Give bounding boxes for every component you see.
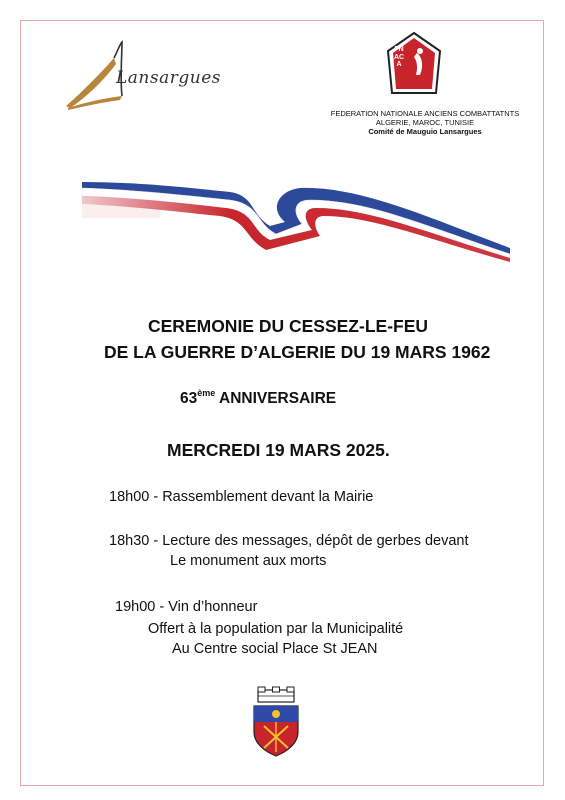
schedule-line-lieu: Au Centre social Place St JEAN: [172, 641, 378, 657]
event-date: MERCREDI 19 MARS 2025.: [167, 440, 390, 460]
tricolor-ribbon: [80, 178, 512, 266]
town-crest: [246, 686, 306, 758]
federation-block: [300, 109, 550, 136]
schedule-line-monument: Le monument aux morts: [170, 553, 327, 569]
federation-committee: Comité de Mauguio Lansargues: [368, 127, 482, 136]
anniversary-word: ANNIVERSAIRE: [215, 390, 337, 407]
federation-countries: ALGERIE, MAROC, TUNISIE: [375, 118, 475, 127]
fnaca-letters: FNACA: [393, 46, 405, 68]
schedule-line-lecture: 18h30 - Lecture des messages, dépôt de gerbes devant: [109, 533, 469, 549]
coat-of-arms-icon: [246, 686, 306, 758]
ceremony-title-line1: CEREMONIE DU CESSEZ-LE-FEU: [148, 316, 429, 336]
ribbon-icon: [80, 178, 512, 266]
lansargues-logo-text: Lansargues: [116, 68, 221, 88]
schedule-line-rassemblement: 18h00 - Rassemblement devant la Mairie: [109, 489, 374, 505]
anniversary-label: [180, 390, 336, 408]
federation-name: FEDERATION NATIONALE ANCIENS COMBATTATNTS: [330, 109, 520, 118]
lansargues-logo: [62, 40, 252, 112]
anniversary-number: 63: [180, 390, 198, 407]
ceremony-title-line2: DE LA GUERRE D’ALGERIE DU 19 MARS 1962: [104, 342, 491, 362]
anniversary-suffix: ème: [197, 388, 216, 398]
schedule-line-vin-honneur: 19h00 - Vin d’honneur: [115, 599, 258, 615]
schedule-line-offert: Offert à la population par la Municipalité: [148, 621, 404, 637]
